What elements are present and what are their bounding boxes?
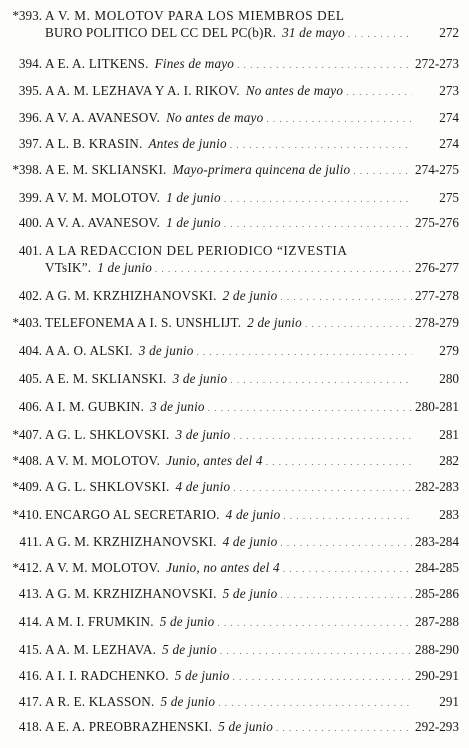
dot-leader	[197, 342, 412, 361]
entry-number: *409.	[12, 479, 42, 494]
entry-title: A M. I. FRUMKIN.	[45, 614, 154, 629]
entry-text	[45, 109, 415, 128]
entry-pages: 288-290	[415, 642, 459, 657]
entry-number: *403.	[12, 315, 42, 330]
entry-pages: 287-288	[415, 614, 459, 629]
entry-title: TELEFONEMA A I. S. UNSHLIJT.	[45, 315, 242, 330]
entry-title: A A. M. LEZHAVA.	[45, 642, 157, 657]
entry-title: A G. M. KRZHIZHANOVSKI.	[45, 586, 217, 601]
entry-number: 414.	[18, 614, 42, 629]
entry-date: Fines de mayo	[154, 56, 235, 71]
entry-pages: 292-293	[415, 719, 459, 734]
entry-title: A V. M. MOLOTOV.	[45, 560, 161, 575]
entry-title-row	[45, 559, 415, 578]
dot-leader	[353, 161, 412, 180]
entry-number: *412.	[12, 560, 42, 575]
entry-title-row	[45, 533, 415, 552]
entry-title: A V. M. MOLOTOV.	[45, 453, 161, 468]
entry-number: 401.	[18, 243, 42, 258]
entry-date: 4 de junio	[225, 507, 281, 522]
entry-number: 396.	[18, 110, 42, 125]
entry-text	[45, 718, 415, 737]
entry-text	[45, 82, 415, 101]
entry-date: Antes de junio	[148, 136, 227, 151]
entry-date: Junio, antes del 4	[166, 453, 263, 468]
entry-text	[45, 585, 415, 604]
entry-title: BURO POLITICO DEL CC DEL PC(b)R.	[45, 25, 277, 40]
entry-pages: 283-284	[415, 534, 459, 549]
entry-pages: 282	[439, 453, 459, 468]
entry-title: A G. M. KRZHIZHANOVSKI.	[45, 534, 217, 549]
entry-text	[45, 287, 415, 306]
entry-date: 3 de junio	[138, 343, 194, 358]
dot-leader	[280, 585, 412, 604]
dot-leader	[266, 452, 412, 471]
entry-number: 415.	[18, 642, 42, 657]
dot-leader	[230, 370, 412, 389]
entry-number: 397.	[18, 136, 42, 151]
entry-pages: 275	[439, 190, 459, 205]
dot-leader	[237, 55, 412, 74]
entry-title-line: A V. M. MOLOTOV PARA LOS MIEMBROS DEL	[45, 8, 345, 23]
entry-title: A E. A. PREOBRAZHENSKI.	[45, 719, 213, 734]
dot-leader	[280, 533, 412, 552]
entry-title: A E. M. SKLIANSKI.	[45, 371, 167, 386]
entry-text	[45, 242, 415, 278]
entry-text	[45, 559, 415, 578]
entry-title-row	[45, 506, 415, 525]
entry-number: 411.	[19, 534, 42, 549]
entry-pages: 280	[439, 371, 459, 386]
entry-title-row	[45, 478, 415, 497]
dot-leader	[224, 189, 412, 208]
entry-title-row	[45, 718, 415, 737]
dot-leader	[266, 109, 412, 128]
entry-title-row	[45, 314, 415, 333]
entry-date: 2 de junio	[247, 315, 302, 330]
entry-title-row	[45, 82, 415, 101]
entry-date: 3 de junio	[149, 399, 205, 414]
entry-number: 395.	[18, 83, 42, 98]
dot-leader	[220, 641, 412, 660]
entry-number: 394.	[18, 56, 42, 71]
entry-title: A V. A. AVANESOV.	[45, 215, 161, 230]
entry-pages: 274	[439, 136, 459, 151]
entry-text	[45, 613, 415, 632]
entry-date: Mayo-primera quincena de julio	[172, 162, 351, 177]
entry-pages: 278-279	[415, 315, 459, 330]
entry-date: 5 de junio	[174, 668, 230, 683]
dot-leader	[283, 559, 412, 578]
entry-title: A V. A. AVANESOV.	[45, 110, 161, 125]
entry-title-row	[45, 370, 415, 389]
dot-leader	[305, 314, 412, 333]
dot-leader	[208, 398, 412, 417]
entry-text	[45, 342, 415, 361]
entry-date: 3 de junio	[175, 427, 231, 442]
entry-title: ENCARGO AL SECRETARIO.	[45, 507, 220, 522]
entry-text	[45, 55, 415, 74]
entry-pages: 290-291	[415, 668, 459, 683]
entry-pages: 280-281	[415, 399, 459, 414]
entry-text	[45, 314, 415, 333]
entry-title: A E. M. SKLIANSKI.	[45, 162, 167, 177]
entry-title-row	[45, 342, 415, 361]
entry-number: 404.	[18, 343, 42, 358]
entry-title: A A. O. ALSKI.	[45, 343, 133, 358]
entry-title: A R. E. KLASSON.	[45, 694, 155, 709]
entry-text	[45, 370, 415, 389]
entry-title: A V. M. MOLOTOV.	[45, 190, 161, 205]
entry-title-row	[45, 398, 415, 417]
dot-leader	[276, 718, 412, 737]
entry-date: 31 de mayo	[282, 25, 345, 40]
entry-title-row	[45, 287, 415, 306]
entry-date: 1 de junio	[166, 215, 221, 230]
entry-title-line: A LA REDACCION DEL PERIODICO “IZVESTIA	[45, 243, 348, 258]
entry-date: 3 de junio	[172, 371, 228, 386]
entry-pages: 285-286	[415, 586, 459, 601]
entry-title: A E. A. LITKENS.	[45, 56, 149, 71]
entry-date: 5 de junio	[222, 586, 278, 601]
entry-title-row	[45, 109, 415, 128]
entry-title-row	[45, 426, 415, 445]
entry-text	[45, 189, 415, 208]
entry-title: A A. M. LEZHAVA Y A. I. RIKOV.	[45, 83, 240, 98]
entry-title: A G. M. KRZHIZHANOVSKI.	[45, 288, 217, 303]
entry-pages: 274	[439, 110, 459, 125]
entry-pages: 277-278	[415, 288, 459, 303]
entry-date: Junio, no antes del 4	[166, 560, 280, 575]
entry-number: 400.	[18, 215, 42, 230]
dot-leader	[217, 613, 412, 632]
entry-title-row	[45, 24, 415, 43]
entry-pages: 276-277	[415, 260, 459, 275]
entry-text	[45, 506, 415, 525]
entry-date: 5 de junio	[162, 642, 217, 657]
entry-date: 1 de junio	[166, 190, 221, 205]
entry-pages: 283	[439, 507, 459, 522]
entry-text	[45, 214, 415, 233]
entry-title-row	[45, 585, 415, 604]
entry-title: A I. M. GUBKIN.	[45, 399, 144, 414]
entry-text	[45, 641, 415, 660]
entry-date: 4 de junio	[222, 534, 278, 549]
entry-pages: 281	[439, 427, 459, 442]
entry-date: No antes de mayo	[245, 83, 344, 98]
entry-title-row	[45, 214, 415, 233]
entry-text	[45, 478, 415, 497]
entry-title-row	[45, 452, 415, 471]
entry-title-row	[45, 135, 415, 154]
entry-pages: 291	[439, 694, 459, 709]
entry-text	[45, 398, 415, 417]
entry-title: A G. L. SHKLOVSKI.	[45, 427, 170, 442]
entry-text	[45, 533, 415, 552]
entry-title: A I. I. RADCHENKO.	[45, 668, 169, 683]
entry-number: 399.	[18, 190, 42, 205]
entry-text	[45, 452, 415, 471]
entry-number: 417.	[18, 694, 42, 709]
entry-pages: 272	[439, 25, 459, 40]
dot-leader	[280, 287, 412, 306]
entry-text	[45, 161, 415, 180]
dot-leader	[230, 135, 412, 154]
entry-date: No antes de mayo	[166, 110, 264, 125]
entry-date: 1 de junio	[97, 260, 153, 275]
dot-leader	[348, 24, 412, 43]
entry-pages: 273	[439, 83, 459, 98]
entry-number: 413.	[18, 586, 42, 601]
entry-pages: 275-276	[415, 215, 459, 230]
entry-pages: 282-283	[415, 479, 459, 494]
entry-title-row	[45, 55, 415, 74]
entry-number: *410.	[12, 507, 42, 522]
entry-title-row	[45, 667, 415, 686]
entry-number: *407.	[12, 427, 42, 442]
entry-title: A G. L. SHKLOVSKI.	[45, 479, 170, 494]
entry-date: 4 de junio	[175, 479, 231, 494]
dot-leader	[155, 259, 412, 278]
entry-title-row	[45, 189, 415, 208]
entry-number: 406.	[18, 399, 42, 414]
dot-leader	[233, 667, 413, 686]
entry-text	[45, 7, 415, 43]
dot-leader	[233, 478, 412, 497]
entry-text	[45, 667, 415, 686]
entry-text	[45, 426, 415, 445]
entry-pages: 274-275	[415, 162, 459, 177]
entry-pages: 284-285	[415, 560, 459, 575]
dot-leader	[218, 693, 412, 712]
entry-number: *393.	[12, 8, 42, 23]
entry-date: 5 de junio	[218, 719, 274, 734]
entry-title-row	[45, 259, 415, 278]
entry-title-row	[45, 161, 415, 180]
entry-text	[45, 135, 415, 154]
entry-pages: 272-273	[415, 56, 459, 71]
entry-title-row	[45, 693, 415, 712]
entry-date: 5 de junio	[159, 614, 215, 629]
entry-date: 2 de junio	[222, 288, 278, 303]
entry-pages: 279	[439, 343, 459, 358]
entry-number: *408.	[12, 453, 42, 468]
entry-title: VTsIK”.	[45, 260, 92, 275]
entry-number: 416.	[18, 668, 42, 683]
entry-number: 405.	[18, 371, 42, 386]
entry-number: *398.	[12, 162, 42, 177]
dot-leader	[346, 82, 412, 101]
entry-title: A L. B. KRASIN.	[45, 136, 143, 151]
entry-title-row	[45, 613, 415, 632]
dot-leader	[233, 426, 412, 445]
entry-number: 402.	[18, 288, 42, 303]
dot-leader	[283, 506, 412, 525]
dot-leader	[224, 214, 412, 233]
entry-date: 5 de junio	[160, 694, 216, 709]
entry-text	[45, 693, 415, 712]
entry-title-row	[45, 641, 415, 660]
entry-number: 418.	[18, 719, 42, 734]
